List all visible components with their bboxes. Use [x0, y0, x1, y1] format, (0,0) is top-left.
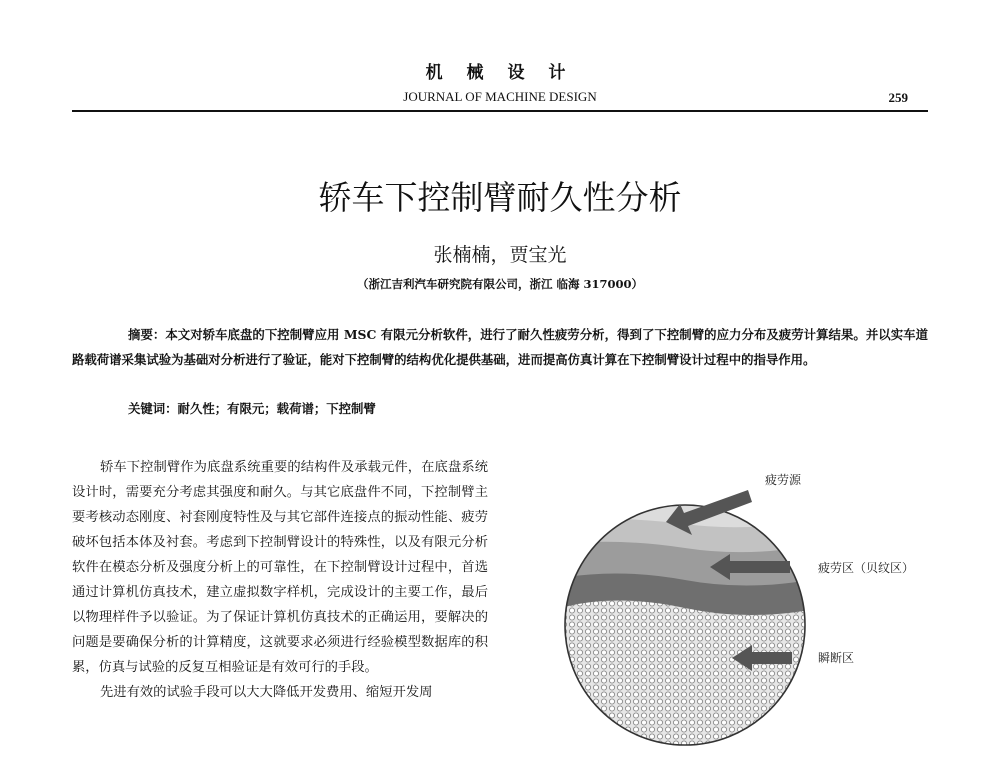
keywords: 关键词：耐久性；有限元；载荷谱；下控制臂 — [128, 401, 376, 416]
abstract: 摘要：本文对轿车底盘的下控制臂应用 MSC 有限元分析软件，进行了耐久性疲劳分析，得到了下控制臂的应力分布及疲劳计算结果。并以实车道路载荷谱采集试验为基础对分析进行了验证，能对下控制臂的结构优化提供基础，进而提高仿真计算在下控制臂设计过程中的指导作用。 — [72, 327, 928, 367]
fracture-surface — [560, 500, 820, 760]
journal-name-cn: 机 械 设 计 — [425, 63, 575, 83]
page-number: 259 — [888, 90, 908, 105]
label-fatigue-source: 疲劳源 — [765, 473, 802, 487]
body-paragraph-1: 轿车下控制臂作为底盘系统重要的结构件及承载元件，在底盘系统设计时，需要充分考虑其强度和耐久。与其它底盘件不同，下控制臂主要考核动态刚度、衬套刚度特性及与其它部件连接点的振动性能、疲劳破坏包括本体及衬套。考虑到下控制臂设计的特殊性，以及有限元分析软件在模态分析及强度分析上的可靠性，在下控制臂设计过程中，首选通过计算机仿真技术，建立虚拟数字样机，完成设计的主要工作，最后以物理样件予以验证。为了保证计算机仿真技术的正确运用，要解决的问题是要确保分析的计算精度，这就要求必须进行经验模型数据库的积累，仿真与试验的反复互相验证是有效可行的手段。 — [72, 460, 488, 675]
body-column — [72, 455, 488, 705]
article-affiliation: （浙江吉利汽车研究院有限公司，浙江 临海 317000） — [356, 277, 643, 291]
header-rule — [72, 110, 928, 112]
fatigue-fracture-figure — [520, 460, 930, 760]
label-fracture-zone: 瞬断区 — [818, 651, 855, 665]
label-fatigue-zone: 疲劳区（贝纹区） — [818, 561, 915, 575]
body-paragraph-2: 先进有效的试验手段可以大大降低开发费用、缩短开发周 — [100, 685, 433, 700]
article-title: 轿车下控制臂耐久性分析 — [318, 178, 682, 217]
journal-name-en: JOURNAL OF MACHINE DESIGN — [403, 89, 597, 104]
article-authors: 张楠楠，贾宝光 — [433, 244, 567, 266]
